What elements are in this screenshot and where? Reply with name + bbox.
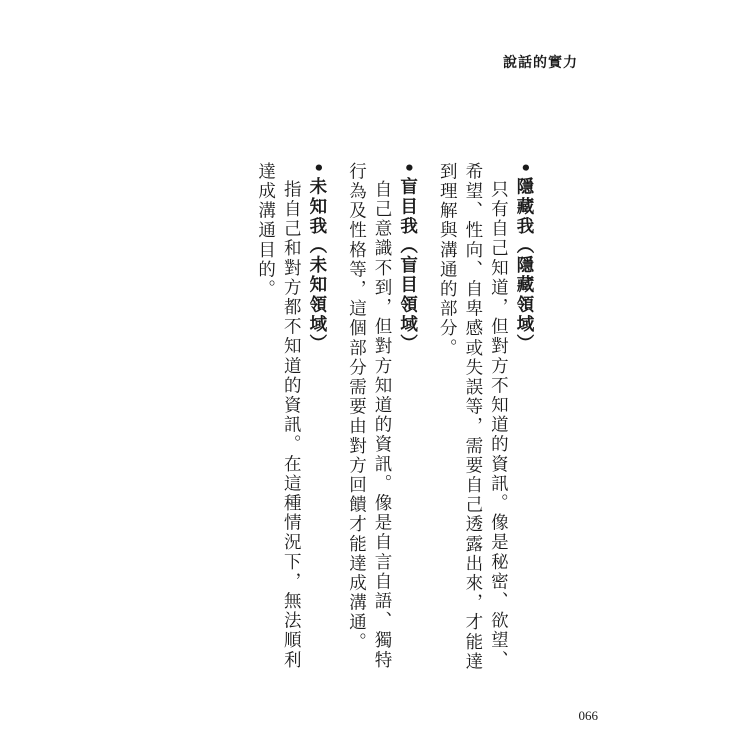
section-paragraph: 只有自己知道，但對方不知道的資訊。像是秘密、欲望、希望、性向、自卑感或失誤等，需要自己透露出來，才能達到理解與溝通的部分。 — [437, 162, 509, 672]
section-heading — [394, 162, 420, 682]
section-blind-self — [343, 162, 420, 682]
section-heading-text: 盲目我（盲目領域） — [397, 177, 418, 354]
bullet-icon: • — [306, 162, 327, 176]
body-text — [252, 162, 536, 682]
section-heading — [510, 162, 536, 682]
section-unknown-self — [252, 162, 329, 682]
section-hidden-self — [434, 162, 536, 682]
section-paragraph: 自己意識不到，但對方知道的資訊。像是自言自語、獨特行為及性格等，這個部分需要由對方回饋才能達成溝通。 — [346, 162, 393, 670]
page-number: 066 — [578, 708, 598, 723]
section-heading — [303, 162, 329, 682]
section-heading-text: 隱藏我（隱藏領域） — [514, 177, 534, 354]
running-head-title: 說話的實力 — [503, 55, 578, 71]
section-paragraph: 指自己和對方都不知道的資訊。在這種情況下，無法順利達成溝通目的。 — [255, 162, 302, 670]
section-heading-text: 未知我（未知領域） — [306, 177, 327, 354]
bullet-icon: • — [397, 162, 418, 176]
bullet-icon: • — [514, 162, 534, 176]
